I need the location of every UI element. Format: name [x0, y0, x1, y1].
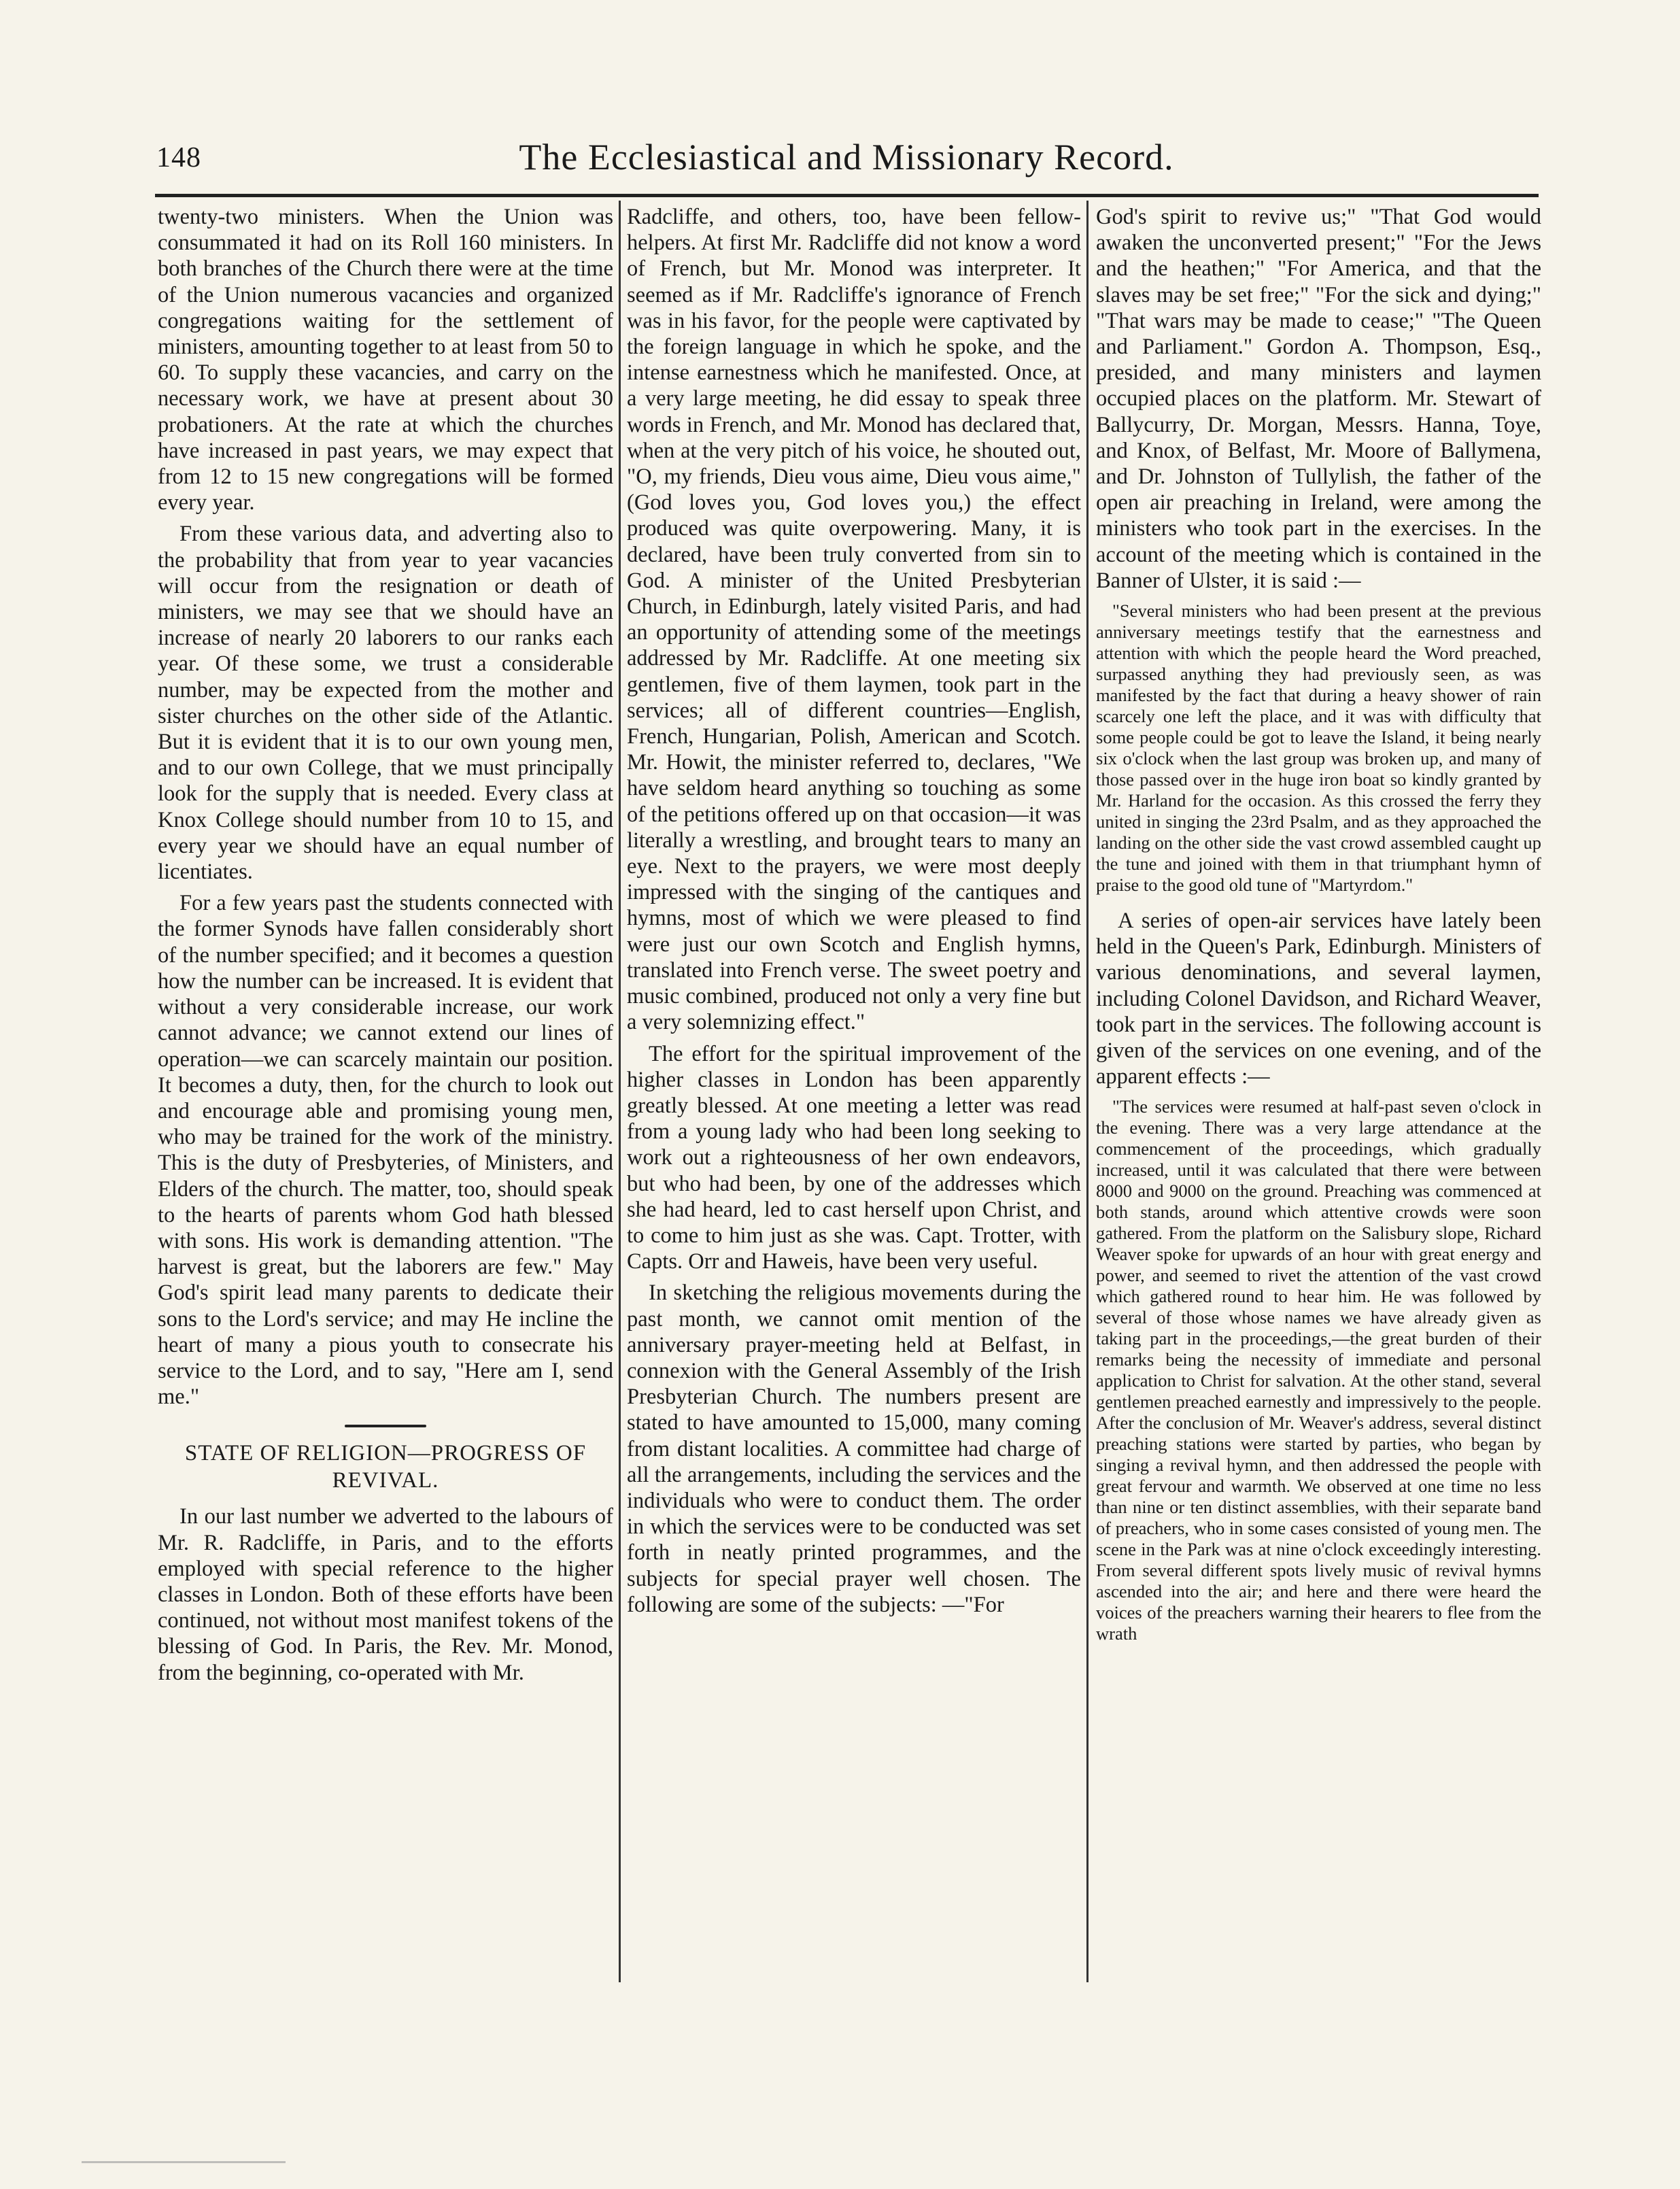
page-number: 148 — [156, 142, 201, 173]
paragraph: For a few years past the students connected with the former Synods have fallen considerably short of the number specified; and it becomes a question how the number can be increased. It is evident that without a very considerable increase, our work cannot advance; we cannot extend our lines of operation—we can scarcely maintain our position. It becomes a duty, then, for the church to look out and encourage able and promising young men, who may be trained for the work of the ministry. This is the duty of Presbyteries, of Ministers, and Elders of the church. The matter, too, should speak to the hearts of parents whom God hath blessed with sons. His work is demanding attention. "The harvest is great, but the laborers are few." May God's spirit lead many parents to dedicate their sons to the Lord's service; and may He incline the heart of many a pious youth to consecrate his service to the Lord, and to say, "Here am I, send me." — [158, 891, 613, 1410]
paragraph: God's spirit to revive us;" "That God would awaken the unconverted present;" "For the Jews and the heathen;" "For America, and that the slaves may be set free;" "For the sick and dying;" "That wars may be made to cease;" "The Queen and Parliament." Gordon A. Thompson, Esq., presided, and many ministers and laymen occupied places on the platform. Mr. Stewart of Ballycurry, Dr. Morgan, Messrs. Hanna, Toye, and Knox, of Belfast, Mr. Moore of Ballymena, and Dr. Johnston of Tullylish, the father of the open air preaching in Ireland, were among the ministers who took part in the exercises. In the account of the meeting which is contained in the Banner of Ulster, it is said :— — [1096, 205, 1541, 593]
paragraph: twenty-two ministers. When the Union was consummated it had on its Roll 160 ministers. In both branches of the Church there were at the time of the Union numerous vacancies and organized congregations waiting for the settlement of ministers, amounting together to at least from 50 to 60. To supply these vacancies, and carry on the necessary work, we have at present about 30 probationers. At the rate at which the churches have increased in past years, we may expect that from 12 to 15 new congregations will be formed every year. — [158, 205, 613, 515]
section-divider — [345, 1425, 426, 1427]
paragraph: In our last number we adverted to the labours of Mr. R. Radcliffe, in Paris, and to the efforts employed with special reference to the higher classes in London. Both of these efforts have been continued, not without most manifest tokens of the blessing of God. In Paris, the Rev. Mr. Monod, from the beginning, co-operated with Mr. — [158, 1504, 613, 1685]
paragraph: The effort for the spiritual improvement of the higher classes in London has been apparently greatly blessed. At one meeting a letter was read from a young lady who had been long seeking to work out a righteousness of her own endeavors, but who had been, by one of the addresses which she had heard, led to cast herself upon Christ, and to come to him just as she was. Capt. Trotter, with Capts. Orr and Haweis, have been very useful. — [627, 1041, 1081, 1274]
block-quote — [1096, 600, 1541, 896]
running-title: The Ecclesiastical and Missionary Record. — [519, 137, 1174, 177]
block-quote — [1096, 1096, 1541, 1644]
header-rule — [155, 194, 1539, 197]
paragraph: From these various data, and adverting also to the probability that from year to year vacancies will occur from the resignation or death of ministers, we may see that we should have an increase of nearly 20 laborers to our ranks each year. Of these some, we trust a considerable number, may be expected from the mother and sister churches on the other side of the Atlantic. But it is evident that it is to our own young men, and to our own College, that we must principally look for the supply that is needed. Every class at Knox College should number from 10 to 15, and every year we should have an equal number of licentiates. — [158, 522, 613, 885]
page-header — [156, 136, 1537, 184]
column-3 — [1096, 204, 1541, 1979]
column-divider — [619, 201, 621, 1982]
quote-text: "Several ministers who had been present at the previous anniversary meetings testify that the earnestness and attention with which the people heard the Word preached, surpassed anything they had previously seen, as was manifested by the fact that during a heavy shower of rain scarcely one left the place, and it was with difficulty that some people could be got to leave the Island, it being nearly six o'clock when the last group was broken up, and many of those passed over in the huge iron boat so kindly granted by Mr. Harland for the occasion. As this crossed the ferry they united in singing the 23rd Psalm, and as they approached the landing on the other side the vast crowd assembled caught up the tune and joined with them in that triumphant hymn of praise to the good old tune of "Martyrdom." — [1096, 600, 1541, 896]
column-divider — [1086, 201, 1088, 1982]
section-heading: STATE OF RELIGION—PROGRESS OF REVIVAL. — [184, 1441, 587, 1493]
paragraph: A series of open-air services have lately been held in the Queen's Park, Edinburgh. Ministers of various denominations, and several laymen, including Colonel Davidson, and Richard Weaver, took part in the services. The following account is given of the services on one evening, and of the apparent effects :— — [1096, 909, 1541, 1089]
footer-rule — [82, 2161, 286, 2163]
column-2 — [627, 204, 1081, 1979]
column-1 — [158, 204, 613, 1979]
paragraph: Radcliffe, and others, too, have been fellow-helpers. At first Mr. Radcliffe did not know a word of French, but Mr. Monod was interpreter. It seemed as if Mr. Radcliffe's ignorance of French was in his favor, for the people were captivated by the foreign language in which he spoke, and the intense earnestness which he manifested. Once, at a very large meeting, he did essay to speak three words in French, and Mr. Monod has declared that, when at the very pitch of his voice, he shouted out, "O, my friends, Dieu vous aime, Dieu vous aime," (God loves you, God loves you,) the effect produced was quite overpowering. Many, it is declared, have been truly converted from sin to God. A minister of the United Presbyterian Church, in Edinburgh, lately visited Paris, and had an opportunity of attending some of the meetings addressed by Mr. Radcliffe. At one meeting six gentlemen, five of them laymen, took part in the services; all of different countries—English, French, Hungarian, Polish, American and Scotch. Mr. Howit, the minister referred to, declares, "We have seldom heard anything so touching as some of the petitions offered up on that occasion—it was literally a wrestling, and brought tears to many an eye. Next to the prayers, we were most deeply impressed with the singing of the cantiques and hymns, most of which we were pleased to find were just our own Scotch and English hymns, translated into French verse. The sweet poetry and music combined, produced not only a very fine but a very solemnizing effect." — [627, 205, 1081, 1035]
paragraph: In sketching the religious movements during the past month, we cannot omit mention of the anniversary prayer-meeting held at Belfast, in connexion with the General Assembly of the Irish Presbyterian Church. The numbers present are stated to have amounted to 15,000, many coming from distant localities. A committee had charge of all the arrangements, including the services and the individuals who were to conduct them. The order in which the services were to be conducted was set forth in neatly printed programmes, and the subjects for special prayer well chosen. The following are some of the subjects: —"For — [627, 1280, 1081, 1617]
quote-text: "The services were resumed at half-past seven o'clock in the evening. There was a very large attendance at the commencement of the proceedings, which gradually increased, until it was calculated that there were between 8000 and 9000 on the ground. Preaching was commenced at both stands, around which attentive crowds were soon gathered. From the platform on the Salisbury slope, Richard Weaver spoke for upwards of an hour with great energy and power, and seemed to rivet the attention of the vast crowd which gathered round to hear him. He was followed by several of those whose names we have already given as taking part in the proceedings,—the great burden of their remarks being the necessity of immediate and personal application to Christ for salvation. At the other stand, several gentlemen preached earnestly and impressively to the people. After the conclusion of Mr. Weaver's address, several distinct preaching stations were started by parties, who began by singing a revival hymn, and then addressed the people with great fervour and warmth. We observed at one time no less than nine or ten distinct assemblies, with their separate band of preachers, who in some cases consisted of young men. The scene in the Park was at nine o'clock exceedingly interesting. From several different spots lively music of revival hymns ascended into the air; and here and there were heard the voices of the preachers warning their hearers to flee from the wrath — [1096, 1096, 1541, 1644]
